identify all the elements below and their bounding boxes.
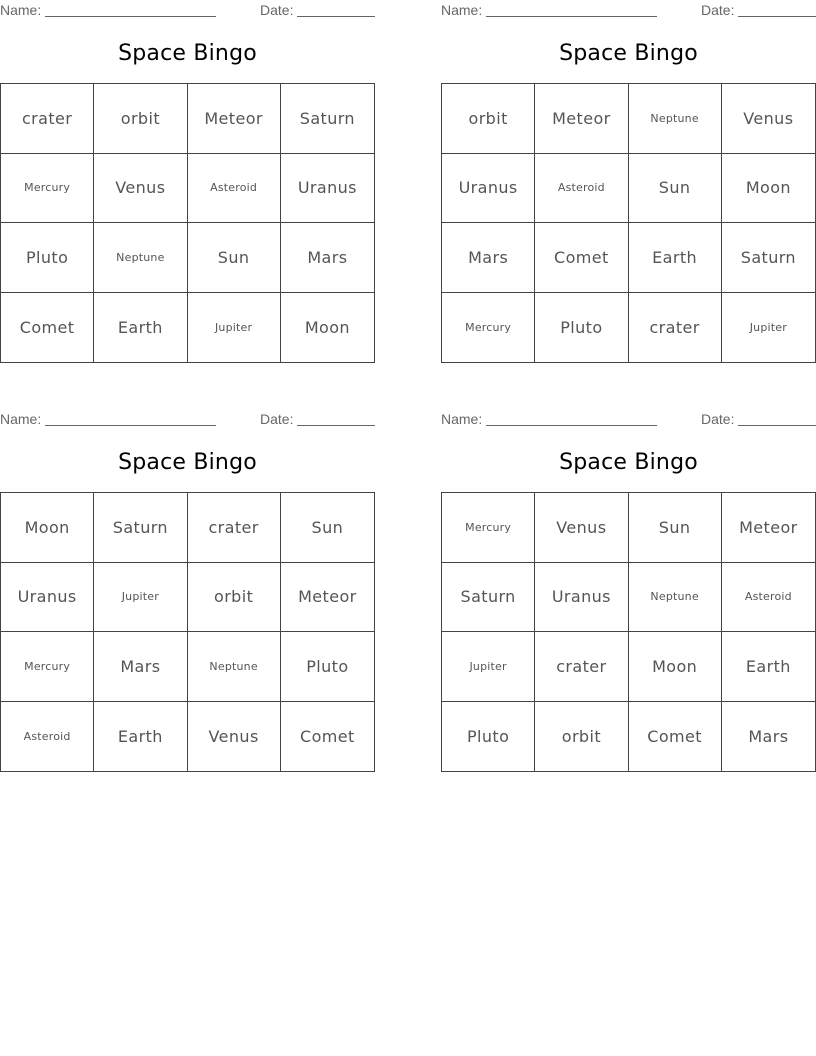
bingo-cell: Mars [748, 726, 789, 746]
date-blank-line [297, 16, 375, 17]
bingo-cell: Pluto [535, 293, 628, 363]
bingo-cell: Venus [94, 154, 187, 224]
date-label: Date: [260, 411, 294, 427]
bingo-cell: Moon [722, 154, 815, 224]
bingo-cell: Jupiter [94, 563, 187, 633]
bingo-grid [0, 83, 375, 363]
bingo-cell: Neptune [629, 563, 722, 633]
bingo-cell: Earth [94, 702, 187, 772]
bingo-cell: Moon [629, 632, 722, 702]
bingo-cell: Venus [535, 493, 628, 563]
name-date-row [441, 2, 816, 20]
bingo-cell: Pluto [442, 702, 535, 772]
bingo-cell: Saturn [94, 493, 187, 563]
bingo-cell: Meteor [722, 493, 815, 563]
bingo-cell: crater [1, 84, 94, 154]
bingo-cell: Jupiter [188, 293, 281, 363]
bingo-cell: orbit [535, 702, 628, 772]
bingo-cell: Sun [629, 493, 722, 563]
bingo-grid [441, 492, 816, 772]
name-date-row [0, 2, 375, 20]
bingo-cell: Saturn [442, 563, 535, 633]
bingo-cell: Comet [629, 702, 722, 772]
bingo-cell: Moon [304, 317, 350, 337]
bingo-card [0, 409, 375, 781]
bingo-cell: Mars [281, 223, 374, 293]
bingo-cell: Pluto [281, 632, 374, 702]
name-label: Name: [441, 411, 483, 427]
name-label: Name: [0, 411, 42, 427]
bingo-grid [0, 492, 375, 772]
bingo-cell: Saturn [281, 84, 374, 154]
card-title: Space Bingo [118, 450, 257, 475]
name-date-row [441, 411, 816, 429]
name-label: Name: [441, 2, 483, 18]
bingo-cell: Neptune [94, 223, 187, 293]
date-label: Date: [701, 411, 735, 427]
bingo-cell: Venus [188, 702, 281, 772]
bingo-cell: Sun [629, 154, 722, 224]
bingo-cell: Mercury [442, 293, 535, 363]
date-label: Date: [701, 2, 735, 18]
bingo-cell: Venus [722, 84, 815, 154]
name-label: Name: [0, 2, 42, 18]
bingo-cell: Mars [94, 632, 187, 702]
card-title: Space Bingo [559, 41, 698, 66]
bingo-cell: Earth [94, 293, 187, 363]
bingo-cell: Neptune [629, 84, 722, 154]
bingo-cell: Mercury [1, 632, 94, 702]
bingo-cell: Saturn [722, 223, 815, 293]
bingo-cell: Asteroid [535, 154, 628, 224]
bingo-cell: Neptune [188, 632, 281, 702]
bingo-cell: Moon [1, 493, 94, 563]
bingo-cell: Pluto [1, 223, 94, 293]
bingo-cell: Meteor [281, 563, 374, 633]
bingo-card [0, 0, 375, 372]
name-date-row [0, 411, 375, 429]
bingo-cell: Uranus [281, 154, 374, 224]
bingo-cell: Mars [442, 223, 535, 293]
bingo-card [441, 0, 816, 372]
bingo-cell: Asteroid [1, 702, 94, 772]
bingo-cell: Jupiter [442, 632, 535, 702]
bingo-cell: Earth [629, 223, 722, 293]
bingo-cell: Mercury [1, 154, 94, 224]
card-title: Space Bingo [559, 450, 698, 475]
date-label: Date: [260, 2, 294, 18]
bingo-cell: Meteor [188, 84, 281, 154]
bingo-cell: orbit [188, 563, 281, 633]
bingo-cell: Comet [300, 726, 355, 746]
bingo-cell: Comet [535, 223, 628, 293]
name-blank-line [486, 16, 657, 17]
date-blank-line [738, 425, 816, 426]
card-title: Space Bingo [118, 41, 257, 66]
bingo-cell: Comet [1, 293, 94, 363]
name-blank-line [486, 425, 657, 426]
bingo-cell: orbit [94, 84, 187, 154]
bingo-cell: Sun [188, 223, 281, 293]
bingo-cell: Sun [281, 493, 374, 563]
bingo-cell: Mercury [442, 493, 535, 563]
date-blank-line [738, 16, 816, 17]
bingo-card [441, 409, 816, 781]
bingo-cell: crater [629, 293, 722, 363]
bingo-cell: Asteroid [188, 154, 281, 224]
name-blank-line [45, 425, 216, 426]
bingo-cell: orbit [442, 84, 535, 154]
bingo-cell: crater [188, 493, 281, 563]
bingo-cell: Uranus [442, 154, 535, 224]
bingo-grid [441, 83, 816, 363]
name-blank-line [45, 16, 216, 17]
bingo-cell: Jupiter [749, 320, 787, 334]
bingo-cell: Uranus [1, 563, 94, 633]
date-blank-line [297, 425, 375, 426]
bingo-cell: Asteroid [722, 563, 815, 633]
bingo-cell: crater [535, 632, 628, 702]
bingo-cell: Meteor [535, 84, 628, 154]
bingo-cell: Uranus [535, 563, 628, 633]
bingo-cell: Earth [722, 632, 815, 702]
